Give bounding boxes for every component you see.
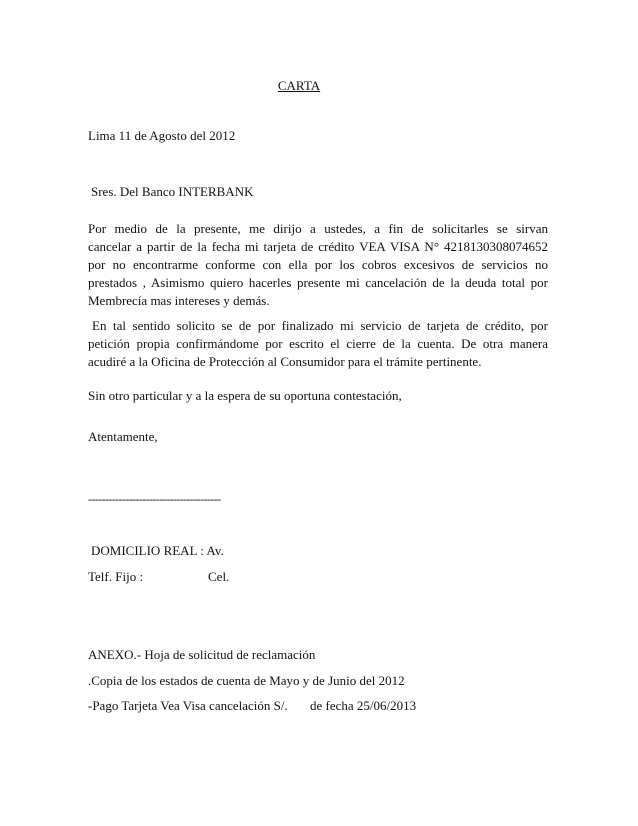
paragraph-2-line: petición propia confirmándome por escrito el cierre de la cuenta. De otra manera (88, 336, 548, 351)
signature-line: --------------------------------------- (88, 492, 221, 506)
paragraph-2 (88, 317, 548, 371)
paragraph-2-line: acudiré a la Oficina de Protección al Consumidor para el trámite pertinente. (88, 354, 482, 369)
letter-date: Lima 11 de Agosto del 2012 (88, 128, 236, 143)
telf-label: Telf. Fijo : (88, 569, 144, 584)
pago-label: -Pago Tarjeta Vea Visa cancelación S/. (88, 698, 288, 713)
paragraph-2-line: En tal sentido solicito se de por finalizado mi servicio de tarjeta de crédito, por (92, 318, 548, 333)
cel-label: Cel. (208, 569, 230, 584)
anexo: ANEXO.- Hoja de solicitud de reclamación (88, 647, 316, 662)
paragraph-1-line: por no encontrarme conforme con ella por los cobros excesivos de servicios no (88, 257, 548, 272)
letter-title: CARTA (277, 78, 321, 93)
paragraph-1-line: prestados , Asimismo quiero hacerles presente mi cancelación de la deuda total por (88, 275, 548, 290)
domicilio: DOMICILIO REAL : Av. (91, 543, 224, 558)
paragraph-1 (88, 220, 548, 310)
pago-fecha: de fecha 25/06/2013 (310, 698, 417, 713)
paragraph-1-line: cancelar a partir de la fecha mi tarjeta de crédito VEA VISA N° 4218130308074652 (88, 239, 548, 254)
closing-request: Sin otro particular y a la espera de su oportuna contestación, (88, 388, 402, 403)
copia: .Copia de los estados de cuenta de Mayo y de Junio del 2012 (88, 673, 405, 688)
letter-recipient: Sres. Del Banco INTERBANK (91, 184, 254, 199)
salutation: Atentamente, (88, 429, 158, 444)
paragraph-1-line: Por medio de la presente, me dirijo a ustedes, a fin de solicitarles se sirvan (88, 221, 548, 236)
paragraph-1-line: Membrecía mas intereses y demás. (88, 293, 270, 308)
